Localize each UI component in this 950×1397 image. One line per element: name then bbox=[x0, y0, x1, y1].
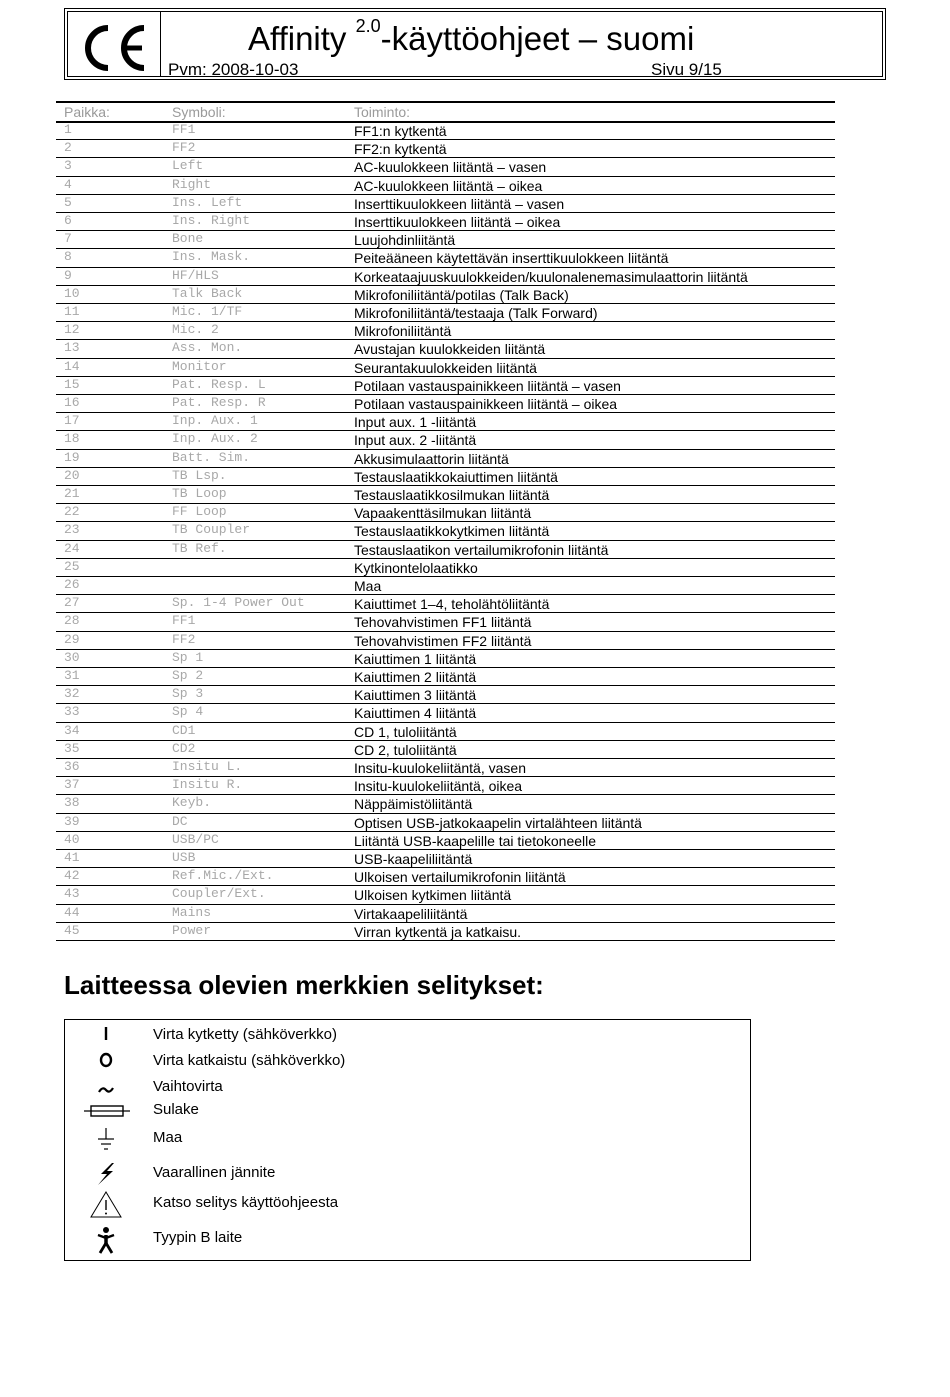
symbol-cell: Mic. 1/TF bbox=[172, 304, 243, 319]
position-cell: 41 bbox=[64, 850, 80, 865]
symbol-cell: Ins. Left bbox=[172, 194, 243, 210]
legend-item bbox=[65, 1125, 750, 1151]
table-row bbox=[56, 522, 835, 540]
position-cell: 24 bbox=[64, 540, 80, 556]
function-cell: Kaiuttimet 1–4, teholähtöliitäntä bbox=[354, 596, 550, 613]
symbol-cell: CD1 bbox=[172, 722, 196, 738]
table-row bbox=[56, 795, 835, 813]
legend-item bbox=[65, 1074, 750, 1100]
function-cell: Tehovahvistimen FF2 liitäntä bbox=[354, 632, 532, 649]
function-cell: Input aux. 2 -liitäntä bbox=[354, 432, 477, 449]
position-cell: 14 bbox=[64, 358, 80, 374]
function-cell: Virran kytkentä ja katkaisu. bbox=[354, 923, 522, 940]
position-cell: 11 bbox=[64, 304, 80, 319]
symbol-cell: FF1 bbox=[172, 613, 196, 629]
table-row bbox=[56, 868, 835, 886]
table-row bbox=[56, 413, 835, 431]
table-row bbox=[56, 486, 835, 504]
legend-label: Vaarallinen jännite bbox=[153, 1164, 276, 1181]
ce-mark-icon bbox=[78, 22, 150, 74]
ac-icon bbox=[75, 1074, 135, 1100]
table-row bbox=[56, 723, 835, 741]
position-cell: 13 bbox=[64, 340, 80, 356]
position-cell: 28 bbox=[64, 613, 80, 629]
position-cell: 12 bbox=[64, 322, 80, 338]
table-row bbox=[56, 322, 835, 340]
symbol-cell: Right bbox=[172, 176, 212, 192]
position-cell: 26 bbox=[64, 577, 80, 592]
table-header-row bbox=[56, 103, 835, 123]
function-cell: Vapaakenttäsilmukan liitäntä bbox=[354, 505, 532, 522]
table-row bbox=[56, 468, 835, 486]
function-cell: Korkeataajuuskuulokkeiden/kuulonalenemasimulaattorin liitäntä bbox=[354, 268, 748, 285]
function-cell: CD 1, tuloliitäntä bbox=[354, 723, 457, 740]
function-cell: Kaiuttimen 1 liitäntä bbox=[354, 650, 477, 667]
position-cell: 10 bbox=[64, 285, 80, 301]
position-cell: 32 bbox=[64, 686, 80, 702]
symbol-cell: Ins. Right bbox=[172, 213, 251, 228]
function-cell: Näppäimistöliitäntä bbox=[354, 796, 473, 813]
symbol-cell: Sp 1 bbox=[172, 649, 204, 665]
table-row bbox=[56, 268, 835, 286]
symbol-cell: Pat. Resp. R bbox=[172, 395, 266, 410]
position-cell: 27 bbox=[64, 595, 80, 611]
function-cell: Mikrofoniliitäntä bbox=[354, 323, 452, 340]
position-cell: 4 bbox=[64, 176, 72, 192]
document-title bbox=[248, 16, 695, 58]
position-cell: 35 bbox=[64, 740, 80, 756]
legend-label: Vaihtovirta bbox=[153, 1078, 223, 1095]
table-row bbox=[56, 504, 835, 522]
function-cell: Maa bbox=[354, 578, 382, 594]
symbol-cell: Sp 4 bbox=[172, 704, 204, 720]
table-row bbox=[56, 923, 835, 941]
position-cell: 33 bbox=[64, 704, 80, 720]
position-cell: 30 bbox=[64, 649, 80, 665]
title-version: 2.0 bbox=[355, 16, 381, 36]
table-row bbox=[56, 249, 835, 267]
position-cell: 22 bbox=[64, 504, 80, 520]
document-date: Pvm: 2008-10-03 bbox=[168, 60, 299, 79]
symbol-cell: FF2 bbox=[172, 631, 196, 647]
symbol-cell: Insitu R. bbox=[172, 777, 243, 793]
position-cell: 5 bbox=[64, 194, 72, 210]
function-cell: AC-kuulokkeen liitäntä – vasen bbox=[354, 159, 547, 176]
table-row bbox=[56, 704, 835, 722]
position-cell: 44 bbox=[64, 904, 80, 920]
function-cell: Inserttikuulokkeen liitäntä – vasen bbox=[354, 195, 565, 212]
symbol-cell: CD2 bbox=[172, 740, 196, 756]
function-cell: Testauslaatikkosilmukan liitäntä bbox=[354, 487, 550, 503]
table-row bbox=[56, 686, 835, 704]
function-cell: Tehovahvistimen FF1 liitäntä bbox=[354, 614, 532, 631]
position-cell: 19 bbox=[64, 449, 80, 465]
header-function: Toiminto: bbox=[354, 104, 411, 120]
legend-item bbox=[65, 1048, 750, 1074]
symbol-cell: TB Coupler bbox=[172, 522, 251, 538]
function-cell: Ulkoisen kytkimen liitäntä bbox=[354, 887, 512, 904]
table-row bbox=[56, 359, 835, 377]
symbol-cell: Sp 2 bbox=[172, 668, 204, 683]
function-cell: FF2:n kytkentä bbox=[354, 141, 447, 158]
position-cell: 2 bbox=[64, 140, 72, 156]
fuse-icon bbox=[75, 1099, 135, 1125]
table-row bbox=[56, 231, 835, 249]
position-cell: 17 bbox=[64, 413, 80, 429]
symbol-cell: USB/PC bbox=[172, 831, 219, 847]
symbol-cell: FF2 bbox=[172, 140, 196, 156]
page-number: Sivu 9/15 bbox=[651, 60, 722, 79]
position-cell: 34 bbox=[64, 722, 80, 738]
table-row bbox=[56, 541, 835, 559]
function-cell: Peiteääneen käytettävän inserttikuulokkeen liitäntä bbox=[354, 250, 669, 267]
symbol-cell: FF Loop bbox=[172, 504, 227, 520]
table-row bbox=[56, 777, 835, 795]
table-row bbox=[56, 814, 835, 832]
high-voltage-icon bbox=[75, 1159, 135, 1189]
table-row bbox=[56, 450, 835, 468]
symbol-cell: Ins. Mask. bbox=[172, 249, 251, 265]
warning-triangle-icon bbox=[75, 1189, 135, 1219]
symbol-cell: Mains bbox=[172, 904, 212, 920]
table-row bbox=[56, 650, 835, 668]
table-row bbox=[56, 905, 835, 923]
legend-label: Sulake bbox=[153, 1101, 199, 1118]
header-position: Paikka: bbox=[64, 104, 110, 120]
table-row bbox=[56, 595, 835, 613]
legend-item bbox=[65, 1159, 750, 1185]
table-row bbox=[56, 577, 835, 595]
function-cell: Ulkoisen vertailumikrofonin liitäntä bbox=[354, 869, 566, 886]
function-cell: Inserttikuulokkeen liitäntä – oikea bbox=[354, 214, 561, 230]
function-cell: Kytkinontelolaatikko bbox=[354, 559, 478, 576]
position-cell: 20 bbox=[64, 467, 80, 483]
table-row bbox=[56, 832, 835, 850]
symbol-cell: Sp. 1-4 Power Out bbox=[172, 595, 305, 611]
table-row bbox=[56, 195, 835, 213]
symbol-cell: Bone bbox=[172, 231, 204, 247]
legend-item bbox=[65, 1224, 750, 1250]
function-cell: Testauslaatikkokytkimen liitäntä bbox=[354, 523, 550, 540]
symbol-cell: Monitor bbox=[172, 358, 227, 374]
table-row bbox=[56, 632, 835, 650]
symbol-cell: Coupler/Ext. bbox=[172, 886, 266, 902]
position-cell: 18 bbox=[64, 431, 80, 447]
title-main: Affinity bbox=[248, 20, 356, 57]
table-row bbox=[56, 741, 835, 759]
legend-label: Katso selitys käyttöohjeesta bbox=[153, 1194, 339, 1211]
table-row bbox=[56, 177, 835, 195]
function-cell: Kaiuttimen 3 liitäntä bbox=[354, 687, 477, 704]
position-cell: 40 bbox=[64, 831, 80, 847]
position-cell: 8 bbox=[64, 249, 72, 265]
function-cell: Luujohdinliitäntä bbox=[354, 232, 456, 249]
function-cell: CD 2, tuloliitäntä bbox=[354, 741, 457, 758]
table-row bbox=[56, 613, 835, 631]
symbol-cell: TB Loop bbox=[172, 486, 227, 501]
function-cell: Kaiuttimen 4 liitäntä bbox=[354, 705, 477, 722]
symbol-cell: Inp. Aux. 1 bbox=[172, 413, 258, 429]
symbol-cell: DC bbox=[172, 813, 188, 829]
symbol-cell: Ref.Mic./Ext. bbox=[172, 868, 274, 884]
table-row bbox=[56, 395, 835, 413]
function-cell: Optisen USB-jatkokaapelin virtalähteen liitäntä bbox=[354, 814, 642, 831]
table-row bbox=[56, 559, 835, 577]
function-cell: Liitäntä USB-kaapelille tai tietokoneelle bbox=[354, 832, 597, 849]
legend-item bbox=[65, 1022, 750, 1048]
table-row bbox=[56, 431, 835, 449]
function-cell: AC-kuulokkeen liitäntä – oikea bbox=[354, 177, 543, 194]
title-rest: -käyttöohjeet – suomi bbox=[380, 20, 695, 57]
position-cell: 25 bbox=[64, 558, 80, 574]
type-b-icon bbox=[75, 1224, 135, 1256]
ce-logo-cell bbox=[68, 12, 161, 76]
function-cell: USB-kaapeliliitäntä bbox=[354, 851, 473, 867]
document-header bbox=[64, 8, 886, 80]
function-cell: Testauslaatikon vertailumikrofonin liitäntä bbox=[354, 541, 609, 558]
table-row bbox=[56, 340, 835, 358]
position-cell: 6 bbox=[64, 213, 72, 228]
symbol-cell: Batt. Sim. bbox=[172, 449, 251, 465]
position-cell: 1 bbox=[64, 122, 72, 137]
position-cell: 3 bbox=[64, 158, 72, 174]
symbol-cell: Keyb. bbox=[172, 795, 212, 811]
position-cell: 37 bbox=[64, 777, 80, 793]
position-cell: 38 bbox=[64, 795, 80, 811]
symbol-cell: Mic. 2 bbox=[172, 322, 219, 338]
function-cell: Kaiuttimen 2 liitäntä bbox=[354, 669, 477, 685]
function-cell: Testauslaatikkokaiuttimen liitäntä bbox=[354, 468, 558, 485]
function-cell: Seurantakuulokkeiden liitäntä bbox=[354, 359, 537, 376]
legend-label: Virta katkaistu (sähköverkko) bbox=[153, 1052, 346, 1069]
function-cell: Input aux. 1 -liitäntä bbox=[354, 414, 477, 431]
power-off-icon bbox=[75, 1048, 135, 1074]
function-cell: Avustajan kuulokkeiden liitäntä bbox=[354, 341, 546, 358]
symbol-cell: Pat. Resp. L bbox=[172, 376, 266, 392]
table-row bbox=[56, 850, 835, 868]
table-row bbox=[56, 886, 835, 904]
position-cell: 45 bbox=[64, 922, 80, 938]
ground-icon bbox=[75, 1125, 135, 1157]
symbol-cell: Ass. Mon. bbox=[172, 340, 243, 356]
table-row bbox=[56, 286, 835, 304]
table-row bbox=[56, 759, 835, 777]
function-cell: Mikrofoniliitäntä/potilas (Talk Back) bbox=[354, 286, 569, 303]
function-cell: Insitu-kuulokeliitäntä, vasen bbox=[354, 760, 526, 776]
function-cell: Potilaan vastauspainikkeen liitäntä – vasen bbox=[354, 377, 621, 394]
position-cell: 15 bbox=[64, 376, 80, 392]
position-cell: 7 bbox=[64, 231, 72, 247]
position-cell: 39 bbox=[64, 813, 80, 829]
symbol-cell: Insitu L. bbox=[172, 759, 243, 774]
power-on-icon bbox=[75, 1022, 135, 1048]
position-cell: 36 bbox=[64, 759, 80, 774]
symbol-cell: Power bbox=[172, 922, 212, 938]
table-row bbox=[56, 304, 835, 322]
table-row bbox=[56, 122, 835, 140]
legend-box bbox=[64, 1019, 751, 1261]
symbol-cell: TB Lsp. bbox=[172, 467, 227, 483]
symbol-cell: Inp. Aux. 2 bbox=[172, 431, 258, 447]
position-cell: 42 bbox=[64, 868, 80, 884]
position-cell: 29 bbox=[64, 631, 80, 647]
table-row bbox=[56, 213, 835, 231]
function-cell: Akkusimulaattorin liitäntä bbox=[354, 450, 509, 467]
function-cell: Mikrofoniliitäntä/testaaja (Talk Forward) bbox=[354, 305, 598, 321]
table-row bbox=[56, 158, 835, 176]
symbol-cell: USB bbox=[172, 850, 196, 865]
legend-title: Laitteessa olevien merkkien selitykset: bbox=[64, 970, 544, 1000]
legend-label: Tyypin B laite bbox=[153, 1229, 243, 1246]
legend-label: Maa bbox=[153, 1129, 183, 1146]
symbol-cell: FF1 bbox=[172, 122, 196, 137]
position-cell: 9 bbox=[64, 267, 72, 283]
position-cell: 43 bbox=[64, 886, 80, 902]
symbol-cell: Talk Back bbox=[172, 285, 243, 301]
symbol-cell: HF/HLS bbox=[172, 267, 219, 283]
legend-item bbox=[65, 1189, 750, 1215]
symbol-cell: Left bbox=[172, 158, 204, 174]
symbol-cell: Sp 3 bbox=[172, 686, 204, 702]
symbol-cell: TB Ref. bbox=[172, 540, 227, 556]
table-row bbox=[56, 668, 835, 686]
table-row bbox=[56, 377, 835, 395]
legend-label: Virta kytketty (sähköverkko) bbox=[153, 1026, 337, 1043]
function-cell: Virtakaapeliliitäntä bbox=[354, 905, 468, 922]
position-cell: 23 bbox=[64, 522, 80, 538]
table-row bbox=[56, 140, 835, 158]
position-cell: 31 bbox=[64, 668, 80, 683]
header-inner-frame bbox=[67, 11, 883, 77]
function-cell: Potilaan vastauspainikkeen liitäntä – oikea bbox=[354, 396, 618, 412]
function-cell: FF1:n kytkentä bbox=[354, 123, 447, 139]
legend-item bbox=[65, 1099, 750, 1125]
position-cell: 16 bbox=[64, 395, 80, 410]
function-cell: Insitu-kuulokeliitäntä, oikea bbox=[354, 778, 523, 795]
position-cell: 21 bbox=[64, 486, 80, 501]
header-symbol: Symboli: bbox=[172, 104, 226, 120]
